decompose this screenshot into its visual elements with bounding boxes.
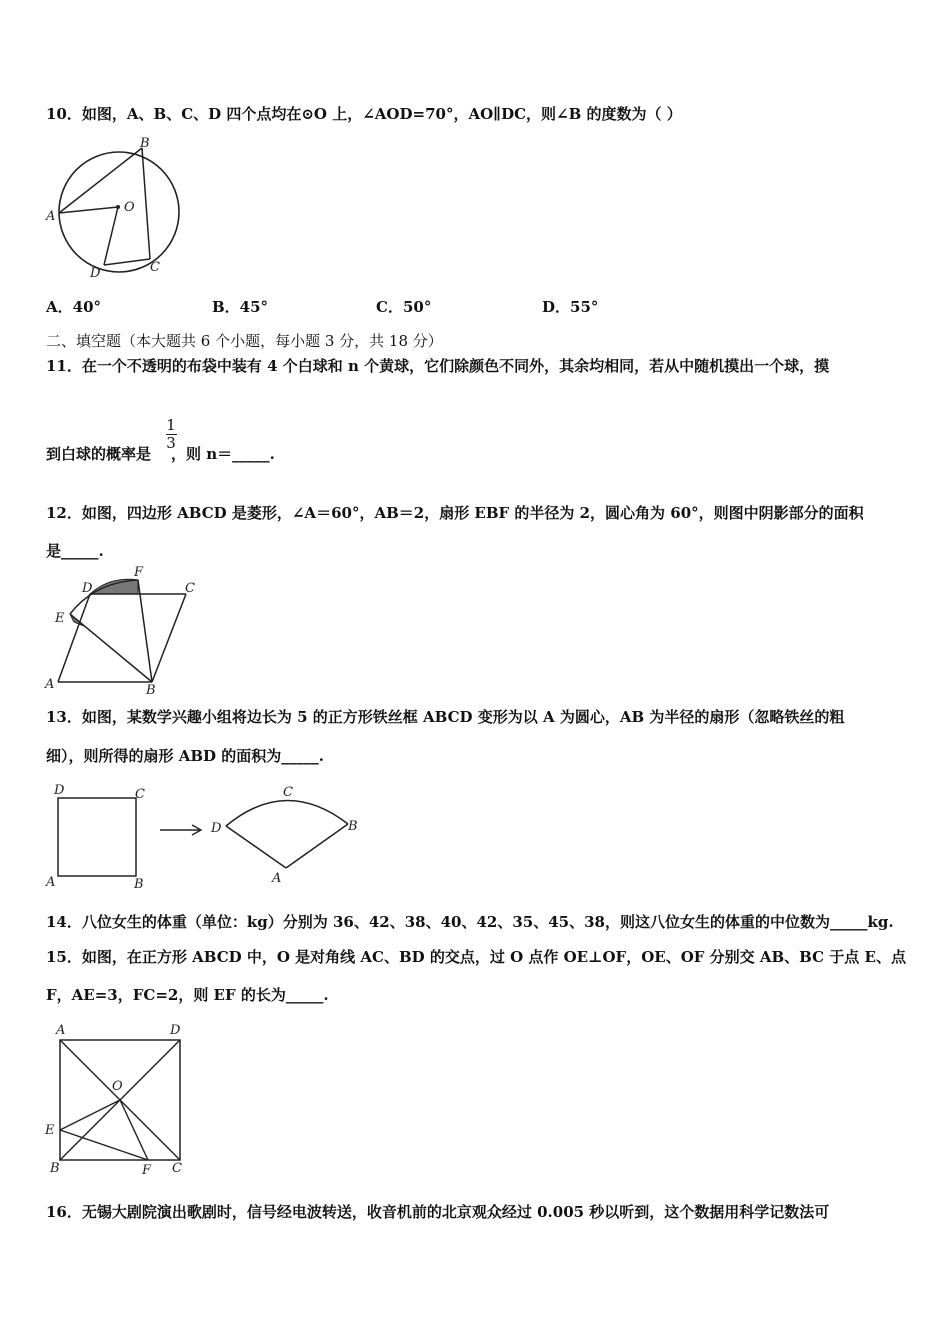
q13-square-label-a: A [46, 875, 56, 890]
q10-figure [40, 133, 190, 283]
q11-suffix: ，则 n＝_____. [171, 445, 275, 463]
circle-o [59, 152, 179, 272]
q10-text: 10．如图，A、B、C、D 四个点均在⊙O 上，∠AOD=70°，AO∥DC，则∠B 的度数为（ ） [46, 105, 682, 123]
q13-sector-label-b: B [348, 819, 358, 834]
q15-label-e: E [45, 1123, 55, 1138]
q10-label-o: O [124, 200, 135, 215]
q11-prefix: 到白球的概率是 [46, 445, 152, 463]
q12-label-f: F [134, 565, 144, 580]
q13-sector-label-c: C [283, 785, 293, 800]
q12-label-c: C [185, 581, 195, 596]
q11-frac-den: 3 [166, 434, 176, 452]
q11-line2 [46, 443, 275, 464]
q10-label-b: B [140, 136, 150, 151]
q11-line1: 11．在一个不透明的布袋中装有 4 个白球和 n 个黄球，它们除颜色不同外，其余均相同，若从中随机摸出一个球，摸 [46, 357, 830, 375]
q13-sector-label-d: D [211, 821, 222, 836]
q10-option-d: D．55° [542, 298, 599, 316]
q15-label-a: A [56, 1023, 66, 1038]
q11-fraction [162, 417, 180, 452]
q12-label-b: B [146, 683, 156, 696]
q10-label-d: D [90, 266, 101, 281]
q13-square-label-b: B [134, 877, 144, 892]
q12-label-a: A [45, 677, 55, 692]
q10-label-c: C [150, 260, 160, 275]
q15-label-o: O [112, 1079, 123, 1094]
q10-option-b: B．45° [212, 298, 269, 316]
q15-figure [40, 1018, 200, 1178]
q11-frac-num: 1 [166, 416, 176, 434]
q15-label-b: B [50, 1161, 60, 1176]
section-heading: 二、填空题（本大题共 6 个小题，每小题 3 分，共 18 分） [46, 332, 443, 350]
q13-line1: 13．如图，某数学兴趣小组将边长为 5 的正方形铁丝框 ABCD 变形为以 A 为圆心，AB 为半径的扇形（忽略铁丝的粗 [46, 708, 845, 726]
q12-label-e: E [55, 611, 65, 626]
q14-text: 14．八位女生的体重（单位：kg）分别为 36、42、38、40、42、35、45、38，则这八位女生的体重的中位数为_____kg. [46, 913, 894, 931]
q10-label-a: A [46, 209, 56, 224]
q16-text: 16．无锡大剧院演出歌剧时，信号经电波转送，收音机前的北京观众经过 0.005 秒以听到，这个数据用科学记数法可 [46, 1203, 830, 1221]
q13-line2: 细），则所得的扇形 ABD 的面积为_____. [46, 747, 324, 765]
q13-sector-label-a: A [272, 871, 282, 886]
q12-label-d: D [82, 581, 93, 596]
q15-line2: F，AE=3，FC=2，则 EF 的长为_____. [46, 986, 329, 1004]
q13-square-label-c: C [135, 787, 145, 802]
q10-option-a: A．40° [46, 298, 102, 316]
q15-label-c: C [172, 1161, 182, 1176]
q15-label-f: F [142, 1163, 152, 1178]
q12-figure [40, 564, 210, 696]
q13-figure [40, 780, 370, 892]
q13-square-label-d: D [54, 783, 65, 798]
q12-line1: 12．如图，四边形 ABCD 是菱形，∠A＝60°，AB＝2，扇形 EBF 的半径为 2，圆心角为 60°，则图中阴影部分的面积 [46, 504, 864, 522]
q12-line2: 是_____. [46, 542, 104, 560]
q15-line1: 15．如图，在正方形 ABCD 中，O 是对角线 AC、BD 的交点，过 O 点作 OE⊥OF，OE、OF 分别交 AB、BC 于点 E、点 [46, 948, 906, 966]
q15-label-d: D [170, 1023, 181, 1038]
q10-option-c: C．50° [376, 298, 432, 316]
